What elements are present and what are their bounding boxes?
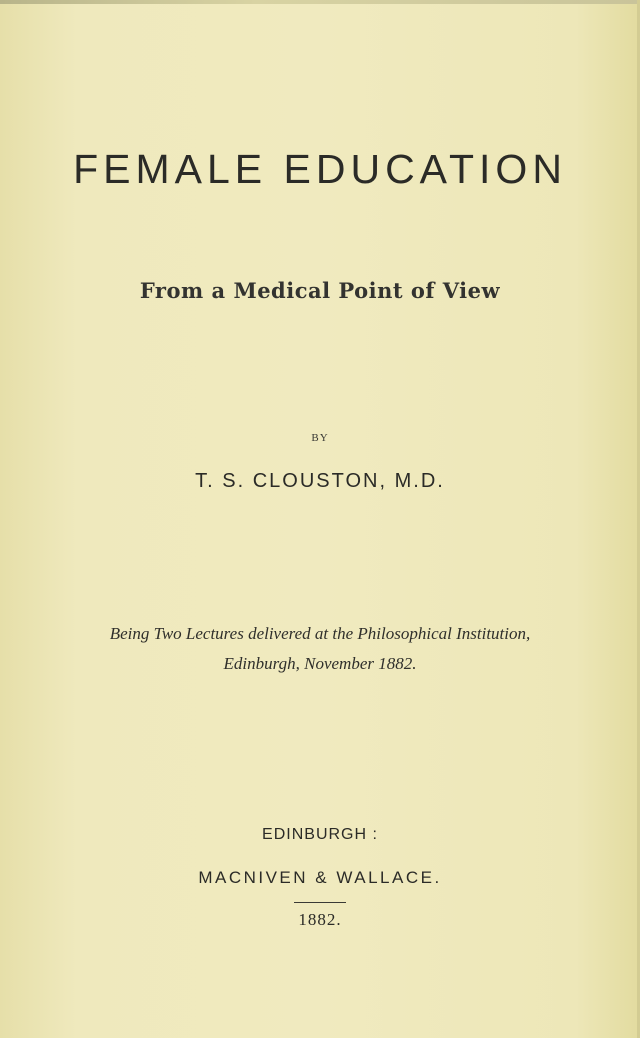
by-line: BY — [311, 432, 329, 444]
book-title: FEMALE EDUCATION — [73, 146, 567, 192]
book-subtitle: From a Medical Point of View — [139, 278, 501, 303]
lecture-description-line-2: Edinburgh, November 1882. — [223, 654, 417, 673]
author-name: T. S. CLOUSTON, M.D. — [195, 470, 445, 492]
lecture-description-line-1: Being Two Lectures delivered at the Philosophical Institution, — [109, 624, 531, 643]
publication-place: EDINBURGH : — [262, 826, 378, 843]
publisher-name: MACNIVEN & WALLACE. — [198, 868, 442, 887]
publication-year: 1882. — [298, 910, 342, 929]
separator-rule — [294, 902, 346, 903]
page-top-edge — [0, 0, 640, 4]
